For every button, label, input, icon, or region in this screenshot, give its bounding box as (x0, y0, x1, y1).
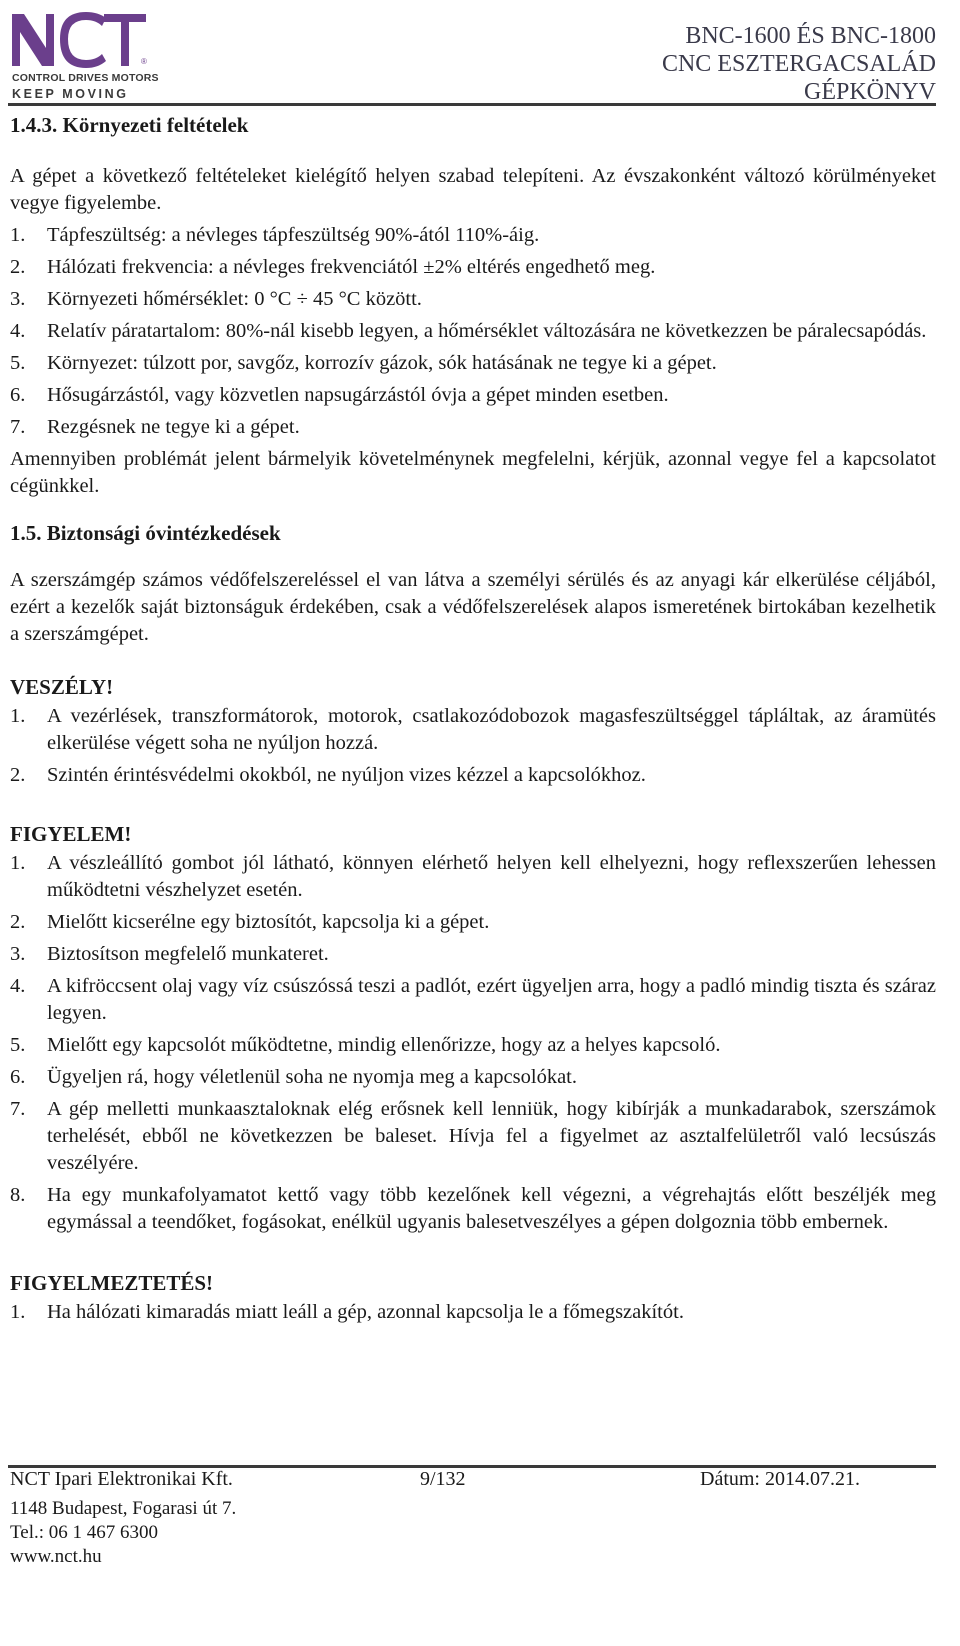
list-number: 3. (10, 288, 26, 310)
list-number: 4. (10, 320, 26, 342)
logo-tagline: CONTROL DRIVES MOTORS (12, 72, 159, 84)
list-number: 1. (10, 224, 26, 246)
header-divider (8, 103, 936, 106)
list-item (10, 1182, 936, 1236)
document-title (662, 22, 936, 106)
list-number: 1. (10, 852, 26, 874)
list-item (10, 318, 936, 345)
list-text: Szintén érintésvédelmi okokból, ne nyúljon vizes kézzel a kapcsolókhoz. (47, 764, 646, 786)
list-item (10, 909, 936, 936)
list-number: 1. (10, 1301, 26, 1323)
list-item (10, 286, 936, 313)
footer-address: 1148 Budapest, Fogarasi út 7. (10, 1498, 237, 1519)
list-text: A vészleállító gombot jól látható, könnyen elérhető helyen kell elhelyezni, hogy reflexszerűen lehessen működtetni vészhelyzet esetén. (47, 852, 936, 901)
footer-phone: Tel.: 06 1 467 6300 (10, 1522, 159, 1543)
list-text: Környezeti hőmérséklet: 0 °C ÷ 45 °C között. (47, 288, 422, 310)
list-text: Ha hálózati kimaradás miatt leáll a gép, azonnal kapcsolja le a főmegszakítót. (47, 1301, 684, 1323)
list-item (10, 382, 936, 409)
list-item (10, 350, 936, 377)
list-number: 2. (10, 911, 26, 933)
environment-intro: A gépet a következő feltételeket kielégítő helyen szabad telepíteni. Az évszakonként változó körülményeket vegye figyelembe. (10, 165, 936, 214)
list-number: 8. (10, 1184, 26, 1206)
warning-list (10, 1299, 936, 1326)
doc-title-line: CNC ESZTERGACSALÁD (661, 51, 936, 77)
list-item (10, 222, 936, 249)
list-number: 6. (10, 384, 26, 406)
doc-title-line: BNC-1600 ÉS BNC-1800 (685, 23, 936, 49)
list-text: A kifröccsent olaj vagy víz csúszóssá teszi a padlót, ezért ügyeljen arra, hogy a padló mindig tiszta és száraz legyen. (47, 975, 936, 1024)
list-text: Mielőtt egy kapcsolót működtetne, mindig ellenőrizze, hogy az a helyes kapcsoló. (47, 1034, 721, 1056)
list-number: 1. (10, 705, 26, 727)
list-item (10, 850, 936, 904)
list-item (10, 941, 936, 968)
list-text: Mielőtt kicserélne egy biztosítót, kapcsolja ki a gépet. (47, 911, 490, 933)
list-text: Ha egy munkafolyamatot kettő vagy több kezelőnek kell végezni, a végrehajtás előtt beszéljék meg egymással a teendőket, fogásokat, enélkül ugyanis balesetveszélyes a gépen dolgoznia több embernek. (47, 1184, 936, 1233)
page-content (10, 108, 936, 1326)
section-heading-safety: 1.5. Biztonsági óvintézkedések (10, 521, 281, 545)
attention-list (10, 850, 936, 1236)
warning-heading: FIGYELMEZTETÉS! (10, 1271, 214, 1295)
list-text: Relatív páratartalom: 80%-nál kisebb legyen, a hőmérséklet változására ne következzen be páralecsapódás. (47, 320, 927, 342)
list-text: Környezet: túlzott por, savgőz, korrozív gázok, sók hatásának ne tegye ki a gépet. (47, 352, 717, 374)
list-number: 6. (10, 1066, 26, 1088)
footer-company: NCT Ipari Elektronikai Kft. (10, 1468, 233, 1490)
list-text: Tápfeszültség: a névleges tápfeszültség 90%-ától 110%-áig. (47, 224, 540, 246)
list-item (10, 1096, 936, 1177)
doc-title-line: GÉPKÖNYV (804, 79, 936, 105)
environment-list (10, 222, 936, 441)
list-number: 2. (10, 256, 26, 278)
list-number: 5. (10, 1034, 26, 1056)
list-number: 7. (10, 1098, 26, 1120)
danger-list (10, 703, 936, 789)
list-text: Hősugárzástól, vagy közvetlen napsugárzástól óvja a gépet minden esetben. (47, 384, 669, 406)
section-heading-environment: 1.4.3. Környezeti feltételek (10, 113, 249, 137)
list-text: Rezgésnek ne tegye ki a gépet. (47, 416, 300, 438)
list-text: Ügyeljen rá, hogy véletlenül soha ne nyomja meg a kapcsolókat. (47, 1066, 577, 1088)
safety-intro: A szerszámgép számos védőfelszereléssel el van látva a személyi sérülés és az anyagi kár elkerülése céljából, ezért a kezelők saját biztonságuk érdekében, csak a védőfelszerelések alapos ismeretének birtokában kezelhetik a szerszámgépet. (10, 569, 936, 645)
list-item (10, 1032, 936, 1059)
attention-heading: FIGYELEM! (10, 822, 132, 846)
list-text: A vezérlések, transzformátorok, motorok, csatlakozódobozok magasfeszültséggel tápláltak, az áramütés elkerülése végett soha ne nyúljon hozzá. (47, 705, 936, 754)
list-number: 3. (10, 943, 26, 965)
list-text: Hálózati frekvencia: a névleges frekvenciától ±2% eltérés engedhető meg. (47, 256, 656, 278)
logo-slogan: KEEP MOVING (12, 87, 129, 101)
list-number: 5. (10, 352, 26, 374)
footer-date: Dátum: 2014.07.21. (700, 1468, 860, 1490)
list-item (10, 414, 936, 441)
footer-website[interactable]: www.nct.hu (10, 1546, 102, 1567)
environment-outro: Amennyiben problémát jelent bármelyik követelménynek megfelelni, kérjük, azonnal vegye fel a kapcsolatot cégünkkel. (10, 448, 936, 497)
list-item (10, 254, 936, 281)
list-number: 2. (10, 764, 26, 786)
list-item (10, 1299, 936, 1326)
list-item (10, 973, 936, 1027)
list-text: A gép melletti munkaasztaloknak elég erősnek kell lenniük, hogy kibírják a munkadarabok, szerszámok terhelését, ebből ne következzen be baleset. Hívja fel a figyelmet az asztalfelületről való lecsúszás veszélyére. (47, 1098, 936, 1174)
svg-text:®: ® (141, 57, 147, 66)
danger-heading: VESZÉLY! (10, 675, 114, 699)
nct-logo-mark (10, 8, 150, 70)
list-item (10, 703, 936, 757)
page-number: 9/132 (420, 1468, 466, 1490)
list-item (10, 1064, 936, 1091)
list-number: 7. (10, 416, 26, 438)
list-text: Biztosítson megfelelő munkateret. (47, 943, 329, 965)
nct-logo (10, 8, 160, 100)
list-item (10, 762, 936, 789)
list-number: 4. (10, 975, 26, 997)
